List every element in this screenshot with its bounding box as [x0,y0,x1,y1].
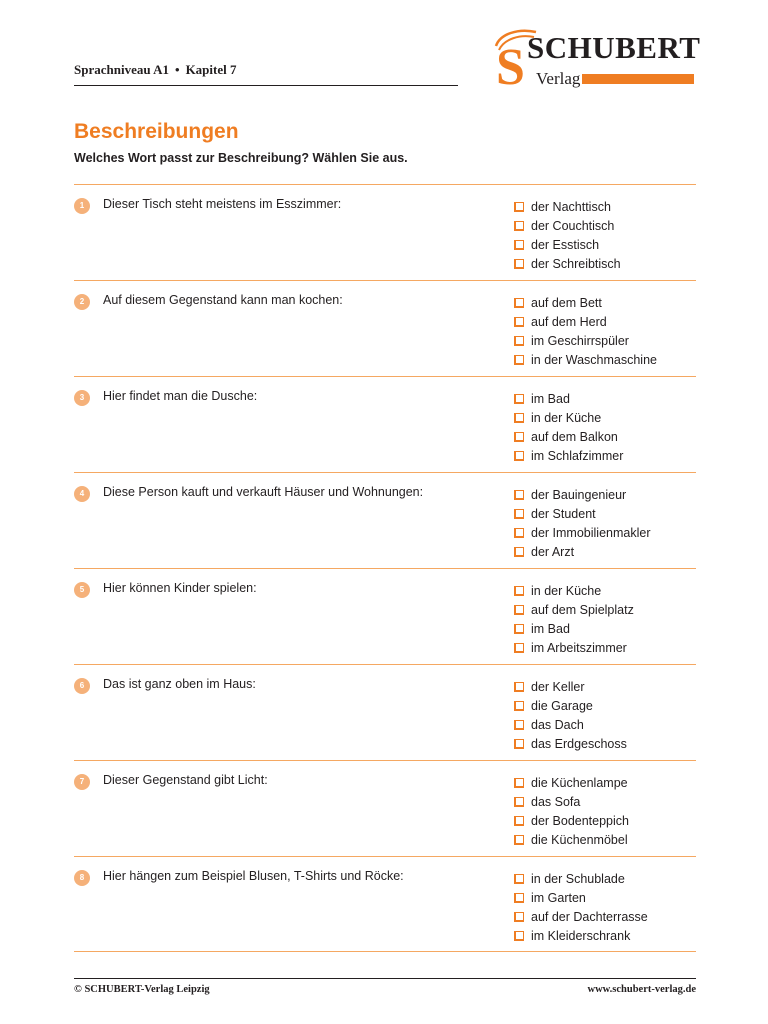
checkbox-icon[interactable] [514,778,524,788]
option-label: der Keller [531,679,585,694]
option-label: im Arbeitszimmer [531,640,627,655]
checkbox-icon[interactable] [514,490,524,500]
option-label: der Esstisch [531,237,600,252]
checkbox-icon[interactable] [514,739,524,749]
checkbox-icon[interactable] [514,682,524,692]
exercise-number-badge: 2 [74,294,90,310]
checkbox-icon[interactable] [514,259,524,269]
exercise-prompt: Das ist ganz oben im Haus: [103,677,256,691]
option-label: in der Schublade [531,871,625,886]
answer-option[interactable] [514,888,648,907]
answer-option[interactable] [514,389,623,408]
option-label: der Student [531,506,596,521]
option-label: der Schreibtisch [531,256,621,271]
answer-option[interactable] [514,235,621,254]
checkbox-icon[interactable] [514,624,524,634]
answer-option[interactable] [514,312,657,331]
checkbox-icon[interactable] [514,432,524,442]
footer-rule [74,978,696,979]
option-label: auf dem Herd [531,314,607,329]
checkbox-icon[interactable] [514,797,524,807]
answer-options [514,677,627,753]
exercise-prompt: Hier findet man die Dusche: [103,389,258,403]
answer-option[interactable] [514,446,623,465]
checkbox-icon[interactable] [514,355,524,365]
checkbox-icon[interactable] [514,874,524,884]
exercise-row-4 [74,472,696,568]
logo-bar [582,74,694,84]
checkbox-icon[interactable] [514,394,524,404]
checkbox-icon[interactable] [514,931,524,941]
option-label: in der Waschmaschine [531,352,657,367]
checkbox-icon[interactable] [514,317,524,327]
answer-option[interactable] [514,485,650,504]
checkbox-icon[interactable] [514,298,524,308]
exercise-number-badge: 3 [74,390,90,406]
answer-option[interactable] [514,408,623,427]
option-label: der Arzt [531,544,575,559]
answer-option[interactable] [514,581,634,600]
header-separator: • [175,62,180,77]
answer-option[interactable] [514,830,629,849]
answer-option[interactable] [514,619,634,638]
checkbox-icon[interactable] [514,720,524,730]
answer-option[interactable] [514,293,657,312]
page-title: Beschreibungen [74,120,239,143]
option-label: im Geschirrspüler [531,333,629,348]
checkbox-icon[interactable] [514,643,524,653]
checkbox-icon[interactable] [514,336,524,346]
checkbox-icon[interactable] [514,221,524,231]
exercise-number-badge: 4 [74,486,90,502]
checkbox-icon[interactable] [514,509,524,519]
exercise-prompt: Dieser Gegenstand gibt Licht: [103,773,268,787]
exercise-prompt: Auf diesem Gegenstand kann man kochen: [103,293,343,307]
answer-option[interactable] [514,638,634,657]
answer-option[interactable] [514,216,621,235]
level-label: Sprachniveau A1 [74,62,169,77]
answer-option[interactable] [514,350,657,369]
answer-option[interactable] [514,197,621,216]
option-label: auf dem Bett [531,295,602,310]
logo-subtitle: Verlag [536,69,581,88]
checkbox-icon[interactable] [514,816,524,826]
checkbox-icon[interactable] [514,413,524,423]
answer-option[interactable] [514,773,629,792]
publisher-logo [490,28,701,90]
footer-copyright: © SCHUBERT-Verlag Leipzig [74,984,210,995]
exercise-row-6 [74,664,696,760]
exercise-row-1 [74,184,696,280]
exercise-number-badge: 1 [74,198,90,214]
checkbox-icon[interactable] [514,605,524,615]
answer-options [514,773,629,849]
answer-option[interactable] [514,734,627,753]
exercise-number-badge: 8 [74,870,90,886]
option-label: im Bad [531,621,570,636]
checkbox-icon[interactable] [514,586,524,596]
answer-options [514,293,657,369]
answer-option[interactable] [514,542,650,561]
option-label: in der Küche [531,583,602,598]
checkbox-icon[interactable] [514,893,524,903]
exercise-number-badge: 6 [74,678,90,694]
checkbox-icon[interactable] [514,835,524,845]
exercise-row-3 [74,376,696,472]
header-meta [74,62,236,78]
exercise-number-badge: 7 [74,774,90,790]
answer-option[interactable] [514,600,634,619]
option-label: der Bauingenieur [531,487,627,502]
option-label: auf dem Balkon [531,429,618,444]
option-label: auf der Dachterrasse [531,909,648,924]
checkbox-icon[interactable] [514,528,524,538]
option-label: im Schlafzimmer [531,448,624,463]
option-label: im Garten [531,890,586,905]
svg-text:S: S [496,39,525,90]
option-label: auf dem Spielplatz [531,602,634,617]
option-label: im Bad [531,391,570,406]
checkbox-icon[interactable] [514,202,524,212]
exercise-prompt: Hier hängen zum Beispiel Blusen, T-Shirts und Röcke: [103,869,404,883]
exercise-prompt: Diese Person kauft und verkauft Häuser und Wohnungen: [103,485,424,499]
exercise-prompt: Hier können Kinder spielen: [103,581,257,595]
exercise-row-5 [74,568,696,664]
answer-options [514,197,621,273]
option-label: die Garage [531,698,593,713]
answer-option[interactable] [514,523,650,542]
option-label: im Kleiderschrank [531,928,631,943]
option-label: in der Küche [531,410,602,425]
answer-option[interactable] [514,869,648,888]
answer-option[interactable] [514,254,621,273]
exercise-number-badge: 5 [74,582,90,598]
option-label: das Erdgeschoss [531,736,627,751]
footer-website: www.schubert-verlag.de [587,984,696,995]
answer-options [514,485,650,561]
option-label: der Immobilienmakler [531,525,651,540]
checkbox-icon[interactable] [514,912,524,922]
answer-option[interactable] [514,792,629,811]
answer-option[interactable] [514,811,629,830]
answer-options [514,869,648,945]
option-label: die Küchenmöbel [531,832,628,847]
chapter-label: Kapitel 7 [185,62,237,77]
option-label: das Dach [531,717,584,732]
answer-option[interactable] [514,907,648,926]
answer-options [514,581,634,657]
answer-option[interactable] [514,504,650,523]
option-label: die Küchenlampe [531,775,628,790]
option-label: der Couchtisch [531,218,615,233]
exercise-row-2 [74,280,696,376]
answer-option[interactable] [514,427,623,446]
logo-wordmark: SCHUBERT [527,30,701,65]
answer-option[interactable] [514,677,627,696]
answer-options [514,389,623,465]
exercise-row-7 [74,760,696,856]
option-label: der Nachttisch [531,199,611,214]
option-label: der Bodenteppich [531,813,629,828]
checkbox-icon[interactable] [514,451,524,461]
answer-option[interactable] [514,696,627,715]
answer-option[interactable] [514,926,648,945]
exercise-row-8 [74,856,696,952]
exercise-list [74,184,696,952]
option-label: das Sofa [531,794,581,809]
instruction-text: Welches Wort passt zur Beschreibung? Wählen Sie aus. [74,151,408,165]
checkbox-icon[interactable] [514,240,524,250]
header-rule [74,85,458,86]
answer-option[interactable] [514,715,627,734]
answer-option[interactable] [514,331,657,350]
checkbox-icon[interactable] [514,547,524,557]
exercise-prompt: Dieser Tisch steht meistens im Esszimmer: [103,197,342,211]
checkbox-icon[interactable] [514,701,524,711]
